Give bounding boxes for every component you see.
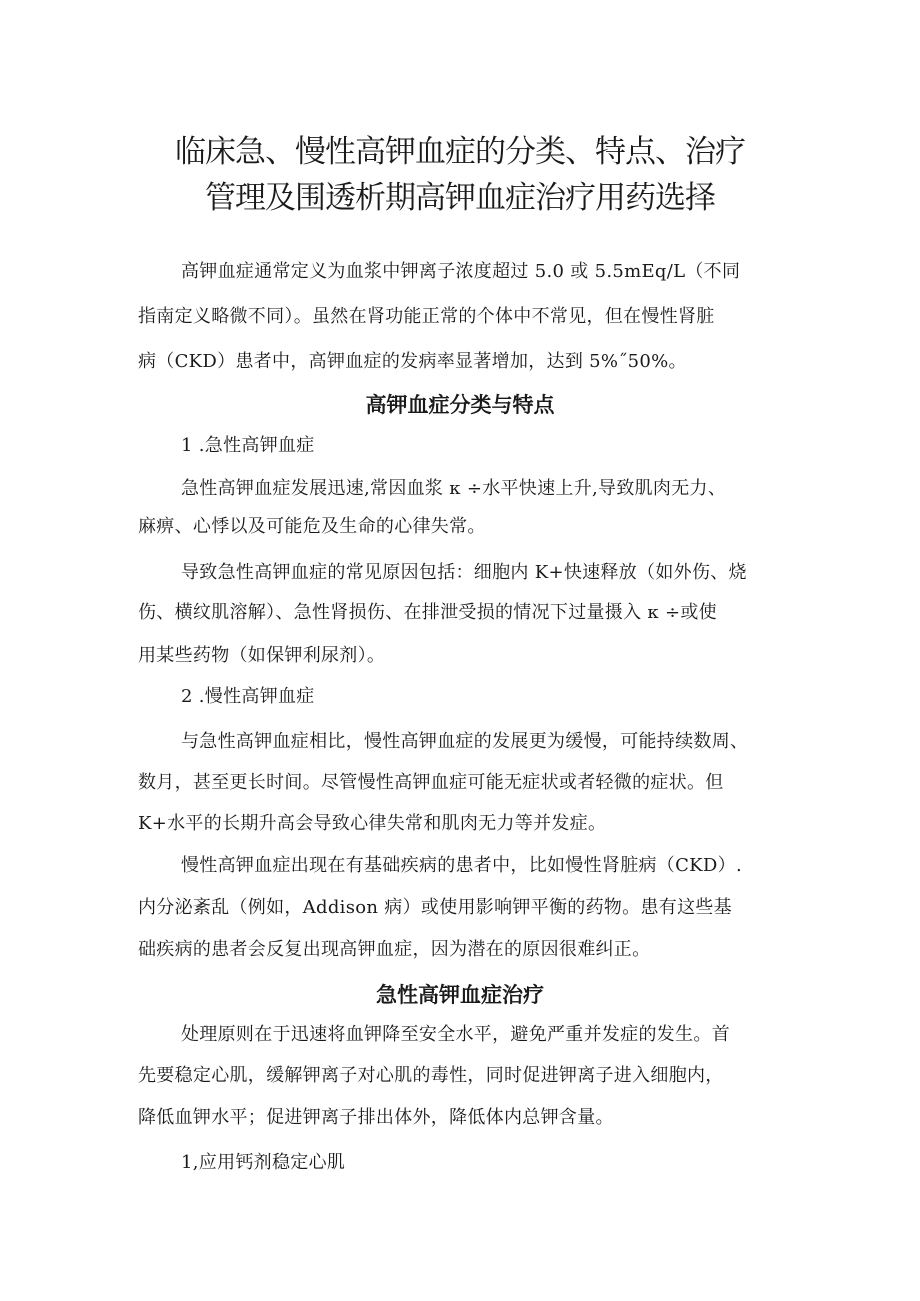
chronic-para-line-2: 数月，甚至更长时间。尽管慢性高钾血症可能无症状或者轻微的症状。但	[138, 772, 724, 793]
chronic-causes-line-1: 慢性高钾血症出现在有基础疾病的患者中，比如慢性肾脏病（CKD）.	[181, 855, 742, 876]
chronic-causes-line-2: 内分泌紊乱（例如，Addison 病）或使用影响钾平衡的药物。患有这些基	[138, 897, 732, 918]
section-heading-acute-treatment: 急性高钾血症治疗	[376, 983, 544, 1007]
treatment-para-line-2: 先要稳定心肌，缓解钾离子对心肌的毒性，同时促进钾离子进入细胞内，	[138, 1065, 724, 1086]
acute-causes-line-2: 伤、横纹肌溶解）、急性肾损伤、在排泄受损的情况下过量摄入 κ ÷或使	[138, 602, 717, 623]
subheading-chronic: 2 .慢性高钾血症	[181, 686, 315, 707]
intro-line-1: 高钾血症通常定义为血浆中钾离子浓度超过 5.0 或 5.5mEq/L（不同	[181, 261, 741, 282]
subheading-calcium: 1,应用钙剂稳定心肌	[181, 1152, 346, 1173]
document-title-line-2: 管理及围透析期高钾血症治疗用药选择	[205, 180, 715, 216]
treatment-para-line-3: 降低血钾水平；促进钾离子排出体外，降低体内总钾含量。	[138, 1107, 614, 1128]
chronic-causes-line-3: 础疾病的患者会反复出现高钾血症，因为潜在的原因很难纠正。	[138, 939, 651, 960]
chronic-para-line-1: 与急性高钾血症相比，慢性高钾血症的发展更为缓慢，可能持续数周、	[181, 731, 749, 752]
acute-causes-line-3: 用某些药物（如保钾利尿剂）。	[138, 645, 386, 666]
acute-para-line-2: 麻痹、心悸以及可能危及生命的心律失常。	[138, 516, 486, 537]
subheading-acute: 1 .急性高钾血症	[181, 435, 315, 456]
intro-line-3: 病（CKD）患者中，高钾血症的发病率显著增加，达到 5%˝50%。	[138, 351, 687, 372]
document-title-line-1: 临床急、慢性高钾血症的分类、特点、治疗	[175, 134, 745, 170]
chronic-para-line-3: K+水平的长期升高会导致心律失常和肌肉无力等并发症。	[138, 813, 607, 834]
treatment-para-line-1: 处理原则在于迅速将血钾降至安全水平，避免严重并发症的发生。首	[181, 1024, 730, 1045]
section-heading-classification: 高钾血症分类与特点	[365, 393, 555, 417]
acute-para-line-1: 急性高钾血症发展迅速,常因血浆 κ ÷水平快速上升,导致肌肉无力、	[181, 478, 727, 499]
intro-line-2: 指南定义略微不同）。虽然在肾功能正常的个体中不常见，但在慢性肾脏	[138, 306, 715, 327]
acute-causes-line-1: 导致急性高钾血症的常见原因包括：细胞内 K+快速释放（如外伤、烧	[181, 562, 747, 583]
